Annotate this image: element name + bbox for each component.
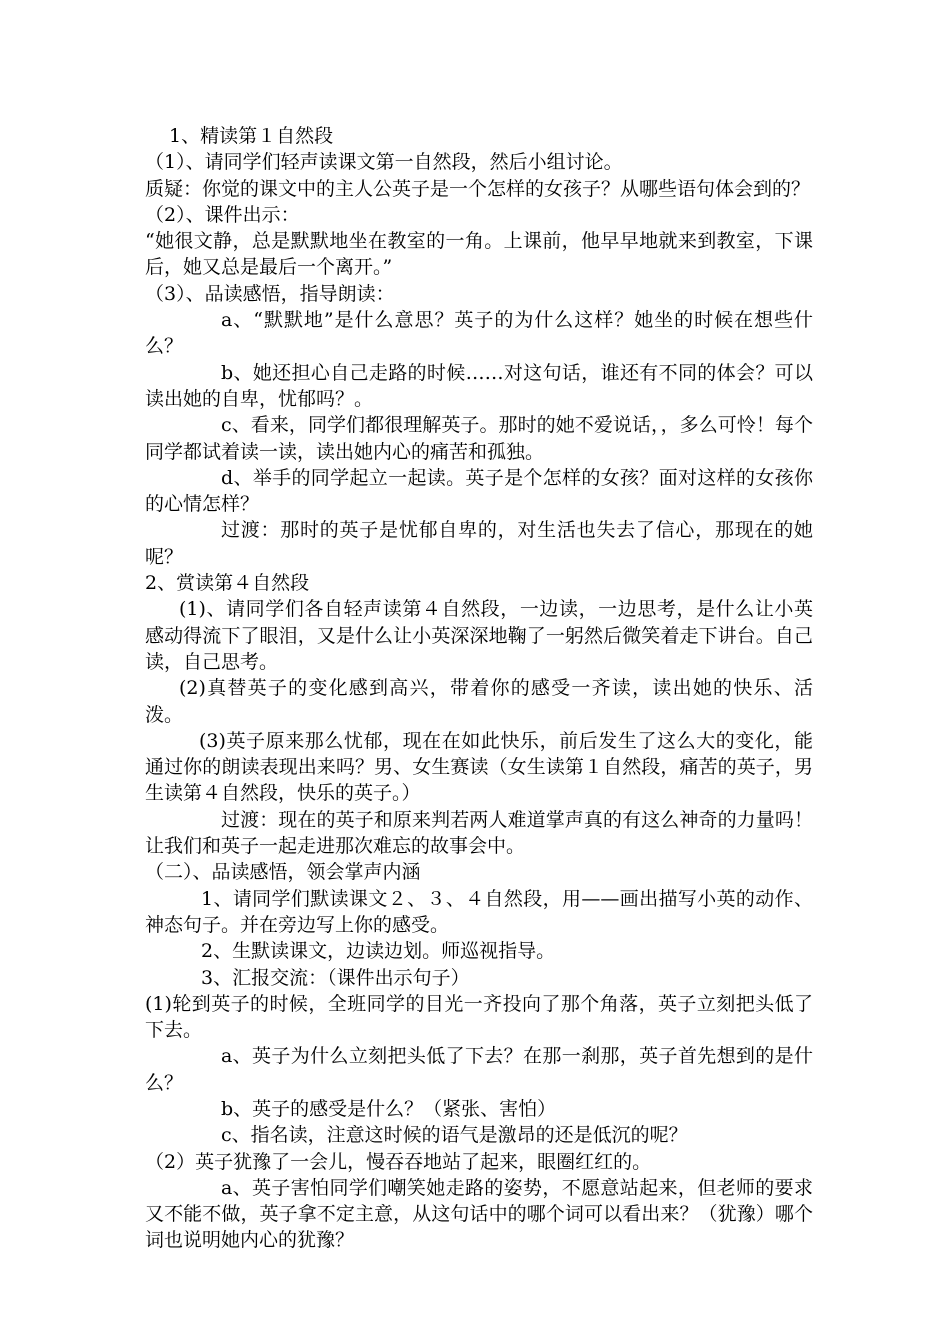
quoted-text: “她很文静，总是默默地坐在教室的一角。上课前，他早早地就来到教室，下课后，她又总是最后一个离开。” [145, 230, 813, 279]
paragraph: （1）、请同学们轻声读课文第一自然段，然后小组讨论。 [145, 151, 623, 174]
paragraph: 过渡：那时的英子是忧郁自卑的，对生活也失去了信心，那现在的她呢？ [145, 519, 813, 568]
paragraph: a、英子害怕同学们嘲笑她走路的姿势，不愿意站起来，但老师的要求又不能不做，英子拿不定主意，从这句话中的哪个词可以看出来？（犹豫）哪个词也说明她内心的犹豫？ [145, 1176, 813, 1252]
document-body [145, 123, 813, 1254]
paragraph: (3)英子原来那么忧郁，现在在如此快乐，前后发生了这么大的变化，能通过你的朗读表现出来吗？男、女生赛读（女生读第１自然段，痛苦的英子，男生读第４自然段，快乐的英子。） [145, 729, 813, 805]
paragraph: 质疑：你觉的课文中的主人公英子是一个怎样的女孩子？从哪些语句体会到的？ [145, 177, 811, 200]
paragraph: （3）、品读感悟，指导朗读： [145, 282, 395, 305]
paragraph: 2、生默读课文，边读边划。师巡视指导。 [201, 940, 556, 963]
paragraph: (1)轮到英子的时候，全班同学的目光一齐投向了那个角落，英子立刻把头低了下去。 [145, 992, 813, 1042]
paragraph: 过渡：现在的英子和原来判若两人难道掌声真的有这么神奇的力量吗！让我们和英子一起走进那次难忘的故事会中。 [145, 808, 813, 858]
paragraph: 1、请同学们默读课文２、３、４自然段，用——画出描写小英的动作、神态句子。并在旁边写上你的感受。 [145, 887, 813, 936]
section-heading-1: 1、精读第１自然段 [169, 125, 334, 147]
paragraph: 3、汇报交流：（课件出示句子） [201, 966, 470, 989]
paragraph: d、举手的同学起立一起读。英子是个怎样的女孩？面对这样的女孩你的心情怎样？ [145, 466, 813, 516]
paragraph: b、她还担心自己走路的时候……对这句话，谁还有不同的体会？可以读出她的自卑，忧郁吗？。 [145, 361, 813, 410]
paragraph: b、英子的感受是什么？（紧张、害怕） [221, 1097, 557, 1120]
paragraph: (2)真替英子的变化感到高兴，带着你的感受一齐读，读出她的快乐、活泼。 [145, 677, 813, 726]
paragraph: c、指名读，注意这时候的语气是激昂的还是低沉的呢？ [221, 1124, 688, 1147]
paragraph: （2）英子犹豫了一会儿，慢吞吞地站了起来，眼圈红红的。 [145, 1150, 652, 1173]
paragraph: (1)、请同学们各自轻声读第４自然段，一边读，一边思考，是什么让小英感动得流下了眼泪，又是什么让小英深深地鞠了一躬然后微笑着走下讲台。自己读，自己思考。 [145, 598, 813, 673]
paragraph: （2）、课件出示： [145, 203, 300, 226]
section-heading-3: （二）、品读感悟，领会掌声内涵 [145, 861, 421, 884]
paragraph: c、看来，同学们都很理解英子。那时的她不爱说话，，多么可怜！每个同学都试着读一读，读出她内心的痛苦和孤独。 [145, 414, 813, 463]
section-heading-2: 2、赏读第４自然段 [145, 572, 310, 595]
paragraph: a、英子为什么立刻把头低了下去？在那一刹那，英子首先想到的是什么？ [145, 1045, 813, 1094]
paragraph: a、“默默地”是什么意思？英子的为什么这样？她坐的时候在想些什么？ [145, 309, 813, 358]
